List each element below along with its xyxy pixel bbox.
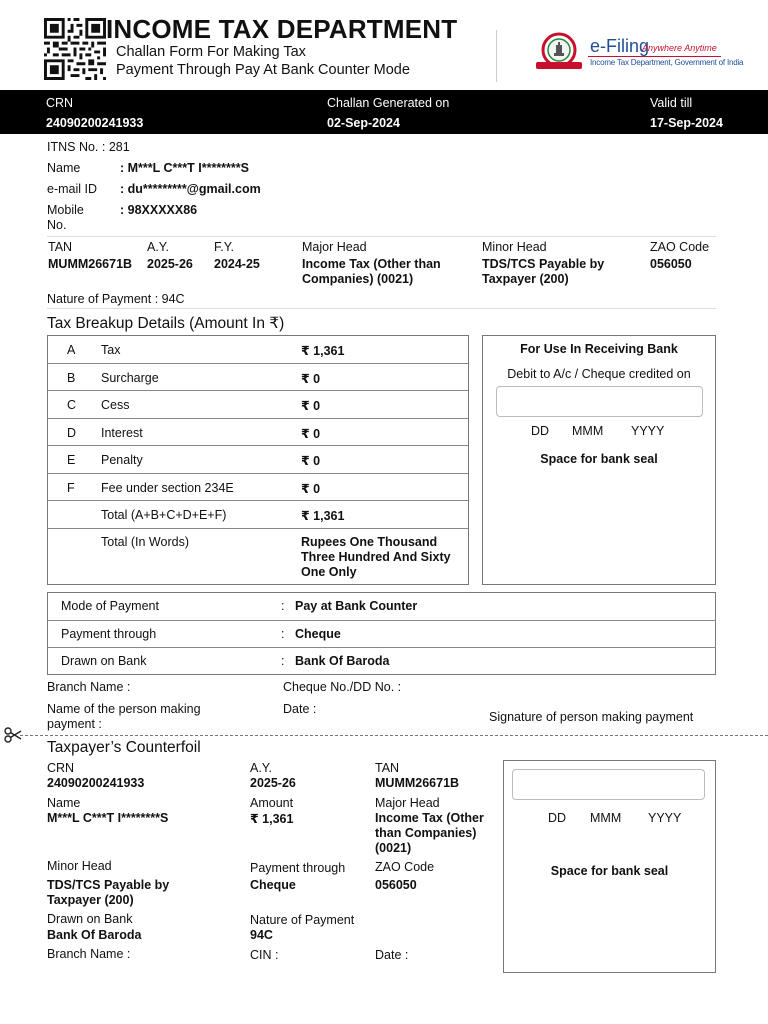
page-title: INCOME TAX DEPARTMENT [106, 14, 458, 44]
nature-of-payment: Nature of Payment : 94C [47, 292, 185, 306]
name-value: : M***L C***T I********S [120, 161, 249, 175]
cf-zao-label: ZAO Code [375, 860, 435, 874]
total-words-value-line-2: Three Hundred And Sixty [301, 550, 451, 564]
row-code: A [67, 343, 76, 357]
scissors-icon [4, 727, 22, 743]
cf-tan-label: TAN [375, 761, 400, 775]
colon: : [281, 599, 285, 613]
cf-dd-label: DD [548, 811, 567, 825]
email-value: : du*********@gmail.com [120, 182, 261, 196]
efiling-dept: Income Tax Department, Government of India [590, 58, 744, 67]
row-amount: ₹ 1,361 [301, 344, 345, 358]
table-row [48, 336, 468, 364]
cf-drawn-label: Drawn on Bank [47, 912, 133, 926]
valid-label: Valid till [650, 96, 693, 110]
dd-label: DD [531, 424, 550, 438]
mobile-value: : 98XXXXX86 [120, 203, 198, 217]
date-label: Date : [283, 702, 317, 716]
cf-tan-value: MUMM26671B [375, 776, 460, 790]
divider [47, 308, 716, 309]
cf-zao-value: 056050 [375, 878, 417, 892]
cf-mmm-label: MMM [590, 811, 622, 825]
fy-value: 2024-25 [214, 257, 260, 271]
row-amount: ₹ 0 [301, 481, 321, 496]
cf-amount-value: ₹ 1,361 [250, 812, 294, 826]
row-label: Tax [101, 343, 121, 357]
tax-breakup-heading: Tax Breakup Details (Amount In ₹) [47, 315, 285, 332]
emblem-logo-icon [532, 32, 586, 72]
efiling-underline [588, 56, 721, 57]
cf-date-field[interactable] [512, 769, 705, 800]
cheque-number-label: Cheque No./DD No. : [283, 680, 402, 694]
debit-label: Debit to A/c / Cheque credited on [507, 367, 691, 381]
cf-crn-label: CRN [47, 761, 75, 775]
cf-through-value: Cheque [250, 878, 296, 892]
person-name-label-line-2: payment : [47, 717, 102, 731]
subtitle-line-2: Payment Through Pay At Bank Counter Mode [116, 62, 410, 78]
generated-label: Challan Generated on [327, 96, 450, 110]
row-label: Cess [101, 398, 130, 412]
counterfoil-heading: Taxpayer’s Counterfoil [47, 739, 201, 756]
fy-label: F.Y. [214, 240, 234, 254]
row-code: B [67, 370, 76, 385]
zao-code-label: ZAO Code [650, 240, 710, 254]
table-row [48, 364, 468, 392]
total-row [48, 501, 468, 529]
person-name-label: Name of the person making [47, 702, 201, 716]
tan-label: TAN [48, 240, 73, 254]
through-value: Cheque [295, 626, 341, 641]
crn-label: CRN [46, 96, 74, 110]
cf-nature-label: Nature of Payment [250, 913, 355, 927]
minor-head-label: Minor Head [482, 240, 547, 254]
through-label: Payment through [61, 626, 157, 641]
cf-name-value: M***L C***T I********S [47, 811, 169, 825]
total-label: Total (A+B+C+D+E+F) [101, 508, 227, 522]
receiving-bank-title: For Use In Receiving Bank [520, 342, 678, 356]
minor-head-value: TDS/TCS Payable by [482, 257, 605, 271]
cf-nature-value: 94C [250, 928, 273, 942]
name-label: Name [47, 161, 81, 175]
tan-value: MUMM26671B [48, 257, 133, 271]
colon: : [281, 654, 285, 668]
qr-code-icon [44, 18, 106, 80]
cf-minor-head-label: Minor Head [47, 859, 112, 873]
cf-branch-label: Branch Name : [47, 947, 131, 961]
cf-major-head-value-line-2: than Companies) [375, 826, 477, 840]
divider [47, 236, 716, 237]
cf-amount-label: Amount [250, 796, 294, 810]
efiling-tagline: Anywhere Anytime [642, 43, 717, 53]
major-head-label: Major Head [302, 240, 367, 254]
cf-cin-label: CIN : [250, 948, 279, 962]
cf-ay-label: A.Y. [250, 761, 273, 775]
row-amount: ₹ 0 [301, 399, 321, 413]
row-code: C [67, 398, 77, 412]
cf-name-label: Name [47, 796, 81, 810]
minor-head-value-line-2: Taxpayer (200) [482, 272, 569, 286]
zao-code-value: 056050 [650, 257, 692, 271]
row-label: Surcharge [101, 370, 159, 385]
cheque-credit-date-field[interactable] [496, 386, 703, 417]
colon: : [281, 626, 285, 641]
table-row [48, 391, 468, 419]
mode-value: Pay at Bank Counter [295, 599, 418, 613]
total-value: ₹ 1,361 [301, 509, 345, 523]
table-row [48, 474, 468, 502]
payment-row [48, 621, 716, 649]
cf-through-label: Payment through [250, 861, 346, 875]
mobile-label-line-2: No. [47, 218, 67, 232]
email-label: e-mail ID [47, 182, 98, 196]
challan-header-bar [0, 90, 768, 134]
row-label: Penalty [101, 453, 143, 467]
table-row [48, 419, 468, 447]
signature-label: Signature of person making payment [489, 710, 694, 724]
valid-value: 17-Sep-2024 [650, 116, 723, 130]
drawn-label: Drawn on Bank [61, 654, 147, 668]
total-words-value-line-3: One Only [301, 565, 357, 579]
generated-value: 02-Sep-2024 [327, 116, 400, 130]
yyyy-label: YYYY [631, 424, 665, 438]
efiling-logo-text: e-Filing [590, 36, 650, 56]
major-head-value-line-2: Companies) (0021) [302, 272, 414, 286]
cf-ay-value: 2025-26 [250, 776, 296, 790]
row-code: D [67, 425, 77, 440]
mobile-label: Mobile [47, 203, 84, 217]
itns-number: ITNS No. : 281 [47, 140, 130, 154]
total-words-value: Rupees One Thousand [301, 535, 438, 549]
mmm-label: MMM [572, 424, 604, 438]
table-row [48, 446, 468, 474]
row-amount: ₹ 0 [301, 426, 321, 441]
cf-crn-value: 24090200241933 [47, 776, 145, 790]
cf-major-head-label: Major Head [375, 796, 440, 810]
cf-date-label: Date : [375, 948, 409, 962]
row-amount: ₹ 0 [301, 454, 321, 468]
cf-major-head-value: Income Tax (Other [375, 811, 484, 825]
branch-name-label: Branch Name : [47, 680, 131, 694]
row-code: F [67, 480, 75, 495]
cf-major-head-value-line-3: (0021) [375, 841, 412, 855]
bank-seal-space: Space for bank seal [540, 452, 658, 466]
cf-minor-head-value: TDS/TCS Payable by [47, 878, 170, 892]
cf-bank-seal-space: Space for bank seal [550, 864, 669, 878]
cf-minor-head-value-line-2: Taxpayer (200) [47, 893, 134, 907]
row-amount: ₹ 0 [301, 371, 321, 386]
ay-label: A.Y. [147, 240, 170, 254]
cf-drawn-value: Bank Of Baroda [47, 928, 142, 942]
payment-row [48, 593, 716, 621]
major-head-value: Income Tax (Other than [302, 257, 441, 271]
cf-yyyy-label: YYYY [648, 811, 682, 825]
row-code: E [67, 453, 76, 467]
total-words-label: Total (In Words) [101, 535, 189, 549]
crn-value: 24090200241933 [46, 116, 144, 130]
cut-line [20, 735, 768, 736]
drawn-value: Bank Of Baroda [295, 654, 390, 668]
row-label: Interest [101, 425, 143, 440]
row-label: Fee under section 234E [101, 480, 234, 495]
ay-value: 2025-26 [147, 257, 193, 271]
subtitle-line-1: Challan Form For Making Tax [116, 44, 306, 60]
mode-label: Mode of Payment [61, 599, 159, 613]
header-divider [496, 30, 497, 82]
